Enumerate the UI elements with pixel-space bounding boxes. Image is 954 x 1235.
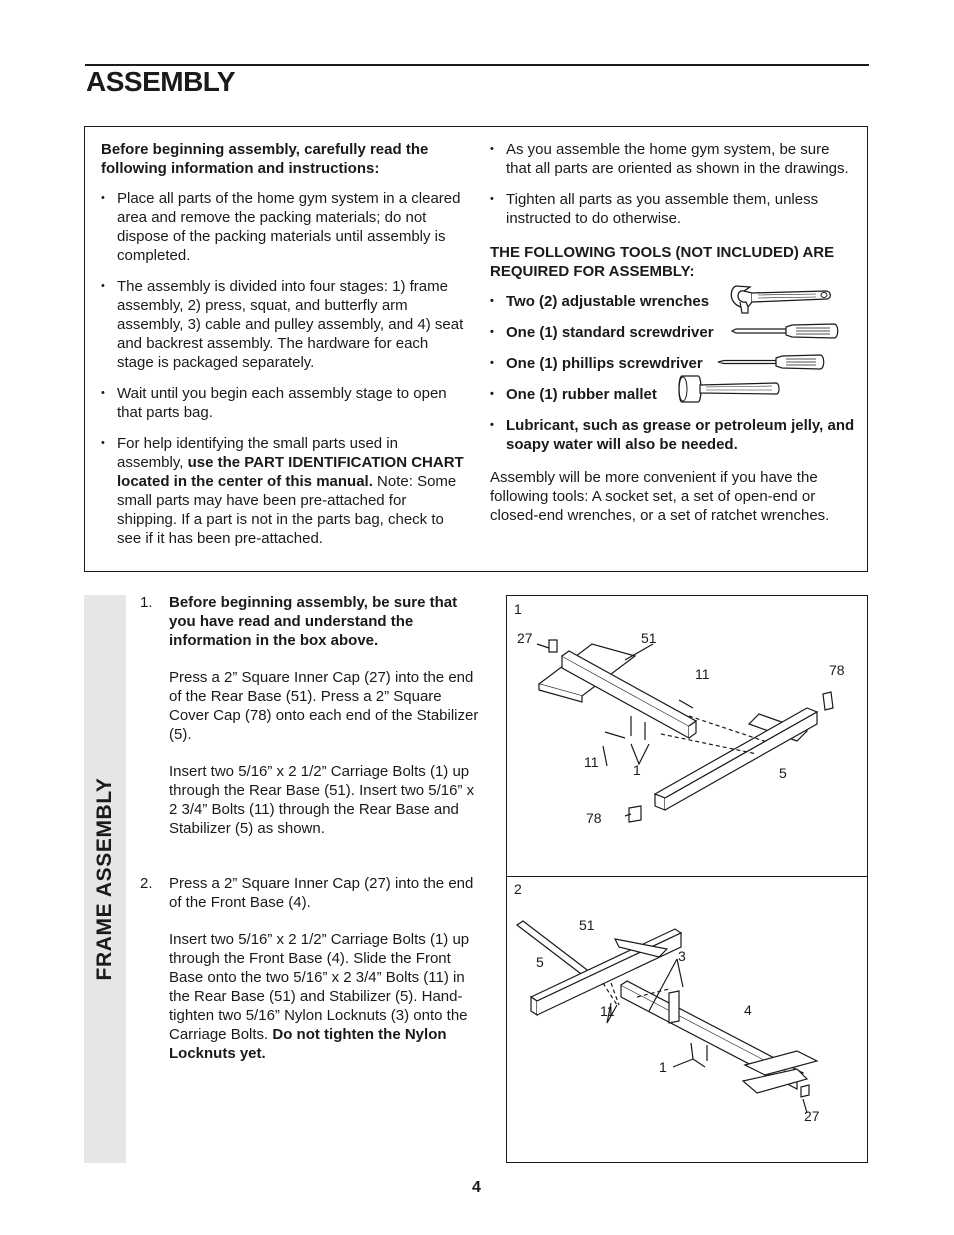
- part-label: 11: [695, 666, 710, 682]
- part-label: 5: [779, 765, 787, 781]
- instructions-list-right: [490, 140, 855, 228]
- part-label: 11: [600, 1003, 615, 1019]
- part-label: 1: [633, 762, 641, 778]
- instruction-item: • Tighten all parts as you assemble them, unless instructed to do otherwise.: [490, 190, 855, 228]
- step-warning: Do not tighten the Nylon Locknuts yet.: [169, 1026, 447, 1062]
- section-title: FRAME ASSEMBLY: [93, 777, 116, 981]
- part-label: 11: [584, 754, 599, 770]
- instruction-item: • As you assemble the home gym system, be sure that all parts are oriented as shown in the drawings.: [490, 140, 855, 178]
- page-number: 4: [472, 1179, 481, 1196]
- figure-1: [506, 595, 868, 877]
- step-paragraph: Press a 2” Square Inner Cap (27) into the end of the Front Base (4).: [169, 875, 474, 911]
- part-label: 51: [641, 630, 657, 646]
- part-label: 51: [579, 917, 595, 933]
- tool-label: One (1) rubber mallet: [506, 386, 657, 403]
- tool-label: One (1) phillips screwdriver: [506, 355, 703, 372]
- page-title: ASSEMBLY: [86, 66, 236, 97]
- tool-label: Two (2) adjustable wrenches: [506, 293, 710, 310]
- instruction-item: • Place all parts of the home gym system in a cleared area and remove the packing materials; do not dispose of the packing materials until assembly is completed.: [101, 189, 467, 265]
- part-label: 78: [829, 662, 845, 678]
- part-label: 4: [744, 1002, 752, 1018]
- step-number: 2.: [140, 875, 153, 892]
- step-text: Insert two 5/16” x 2 1/2” Carriage Bolts (1) up through the Front Base (4). Slide the Front Base onto the two 5/16” x 2 3/4” Bolts (11) in the Rear Base (51) and Stabilizer (5). Hand-tighten two 5/16” Nylon Locknuts (3) onto the Carriage Bolts.: [169, 931, 470, 1043]
- step-2: [140, 874, 485, 1081]
- standard-screwdriver-icon: [730, 319, 842, 343]
- tool-item: • Lubricant, such as grease or petroleum jelly, and soapy water will also be needed.: [490, 416, 855, 454]
- instructions-right-column: [490, 140, 855, 525]
- instruction-item-help: [101, 434, 467, 548]
- part-label: 5: [536, 954, 544, 970]
- instructions-left-column: [101, 140, 467, 560]
- instruction-item: • Wait until you begin each assembly stage to open that parts bag.: [101, 384, 467, 422]
- step-1: [140, 593, 485, 856]
- tool-item: [490, 385, 855, 416]
- step-number: 1.: [140, 594, 153, 611]
- step-paragraph: [169, 930, 485, 1063]
- instructions-box: [84, 126, 868, 572]
- step-paragraph: Insert two 5/16” x 2 1/2” Carriage Bolts (1) up through the Rear Base (51). Insert two 5/16” x 2 3/4” Bolts (11) through the Rear Base and Stabilizer (5) as shown.: [169, 763, 475, 837]
- help-bold: use the PART IDENTIFICATION CHART located in the center of this manual.: [117, 454, 464, 490]
- part-label: 78: [586, 810, 602, 826]
- adjustable-wrench-icon: [728, 282, 834, 316]
- step-paragraph: Press a 2” Square Inner Cap (27) into the end of the Rear Base (51). Press a 2” Square Cover Cap (78) onto each end of the Stabilizer (5).: [169, 669, 479, 743]
- instructions-list: [101, 189, 467, 548]
- tools-heading: THE FOLLOWING TOOLS (NOT INCLUDED) ARE REQUIRED FOR ASSEMBLY:: [490, 244, 835, 280]
- figure-2: [506, 876, 868, 1163]
- part-label: 27: [517, 630, 533, 646]
- figure-1-drawing: [507, 596, 869, 878]
- instruction-item: • The assembly is divided into four stages: 1) frame assembly, 2) press, squat, and butterfly arm assembly, 3) cable and pulley assembly, and 4) seat and backrest assembly. The hardware for each stage is packaged separately.: [101, 277, 467, 372]
- help-text: For help identifying the small parts used in assembly,: [117, 435, 398, 471]
- part-label: 3: [678, 948, 686, 964]
- help-note: Note: Some small parts may have been pre-attached for shipping. If a part is not in the parts bag, check to see if it has been pre-attached.: [117, 473, 457, 547]
- closing-note: Assembly will be more convenient if you have the following tools: A socket set, a set of open-end or closed-end wrenches, or a set of ratchet wrenches.: [490, 469, 830, 524]
- step-intro: Before beginning assembly, be sure that you have read and understand the information in the box above.: [169, 594, 458, 649]
- tool-item: [490, 354, 855, 385]
- part-label: 27: [804, 1108, 820, 1124]
- figure-number: 2: [514, 881, 522, 897]
- rubber-mallet-icon: [676, 372, 782, 406]
- tools-list: [490, 292, 855, 454]
- tool-label: One (1) standard screwdriver: [506, 324, 714, 341]
- instructions-lead: Before beginning assembly, carefully read the following information and instructions:: [101, 141, 429, 177]
- phillips-screwdriver-icon: [716, 350, 828, 374]
- part-label: 1: [659, 1059, 667, 1075]
- figure-number: 1: [514, 601, 522, 617]
